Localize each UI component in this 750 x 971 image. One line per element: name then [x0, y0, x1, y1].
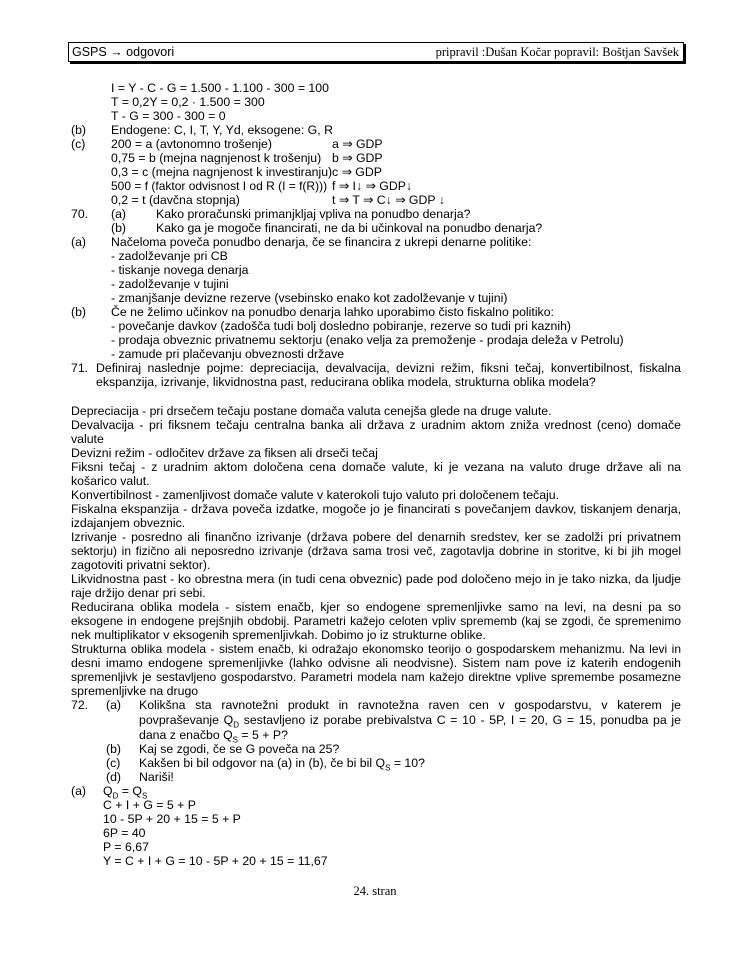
text-line	[0, 742, 750, 757]
text-part: = 10?	[390, 756, 425, 770]
text-line	[0, 319, 750, 334]
item-label: (d)	[106, 770, 122, 784]
text-line	[0, 586, 750, 601]
definition-line: Reducirana oblika modela - sistem enačb, kjer so endogene spremenljivke samo na levi, na desni pa so	[71, 600, 681, 614]
text-line	[0, 530, 750, 545]
text-part: = Q	[118, 784, 142, 798]
param-right: t ⇒ T ⇒ C↓ ⇒ GDP ↓	[332, 193, 445, 207]
text-line	[0, 656, 750, 671]
text-line	[0, 235, 750, 250]
definition-line: Konvertibilnost - zamenljivost domače valute v katerokoli tujo valuto pri določenem tečaju.	[71, 488, 560, 502]
text-line	[0, 333, 750, 348]
text-line	[0, 305, 750, 320]
text-line	[0, 375, 750, 390]
subscript: S	[232, 735, 239, 745]
page-header	[68, 42, 684, 62]
text-line	[0, 502, 750, 517]
text-line	[0, 446, 750, 461]
list-item: - zamude pri plačevanju obveznosti države	[111, 347, 345, 361]
list-item: - povečanje davkov (zadošča tudi bolj dosledno pobiranje, rezerve so tudi pri kaznih)	[111, 319, 572, 333]
equation: 6P = 40	[103, 826, 146, 840]
text-line	[0, 614, 750, 629]
definition-line: desni imamo endogene spremenljivke (lahko odvisne ali neodvisne). Sistem nam pove iz katerih endogenih	[71, 656, 681, 670]
param-left: 500 = f (faktor odvisnost I od R (I = f(R)))	[111, 179, 328, 193]
text-line	[0, 516, 750, 531]
item-label: (b)	[106, 742, 122, 756]
text-line	[0, 784, 750, 799]
definition-line: Likvidnostna past - ko obrestna mera (in tudi cena obveznic) pade pod določeno mejo in je tako nizka, da ljudje	[71, 572, 681, 586]
param-right: a ⇒ GDP	[332, 137, 383, 151]
text-line	[0, 670, 750, 685]
text-line	[0, 728, 750, 743]
text-line	[0, 179, 750, 194]
text-line	[0, 628, 750, 643]
text-line	[0, 207, 750, 222]
param-right: f ⇒ I↓ ⇒ GDP↓	[332, 179, 413, 193]
text-part: povpraševanje Q	[139, 713, 234, 727]
text-line	[0, 193, 750, 208]
definition-line: spremenljivke na drugo	[71, 684, 199, 698]
text-line	[0, 109, 750, 124]
subscript: D	[112, 791, 119, 801]
item-label: (c)	[106, 756, 121, 770]
subscript: S	[385, 763, 391, 773]
definition-line: nek multiplikator v eksogenih spremenljivkah. Dobimo jo iz strukturne oblike.	[71, 628, 486, 642]
param-left: 0,75 = b (mejna nagnjenost k trošenju)	[111, 151, 322, 165]
item-label: (b)	[71, 123, 87, 137]
endogene-line: Endogene: C, I, T, Y, Yd, eksogene: G, R	[111, 123, 333, 137]
equation: 10 - 5P + 20 + 15 = 5 + P	[103, 812, 241, 826]
text-line	[0, 404, 750, 419]
definition-line: spremenljivk je sestavljeno gospodarstvo. Parametri modela nam kažejo direktne vplive spremembe posamezne	[71, 670, 681, 684]
text-line	[0, 361, 750, 376]
definition-line: košarico valut.	[71, 474, 150, 488]
equation: P = 6,67	[103, 840, 149, 854]
question-number: 72.	[71, 698, 89, 712]
item-label: (a)	[71, 235, 87, 249]
item-label: (a)	[71, 784, 87, 798]
definition-line: sektorju) in fizično ali neposredno izrivanje (država sama trosi več, zagotavlja dobrine in storitve, ki bi jih mogel	[71, 544, 681, 558]
definition-line: Strukturna oblika modela - sistem enačb, ki odražajo ekonomsko teorijo o gospodarskem mehanizmu. Na levi in	[71, 642, 681, 656]
answer-text: Če ne želimo učinkov na ponudbo denarja lahko uporabimo čisto fiskalno politiko:	[111, 305, 554, 319]
equation: Y = C + I + G = 10 - 5P + 20 + 15 = 11,67	[103, 854, 328, 868]
subscript: D	[233, 720, 240, 730]
text-line	[0, 713, 750, 728]
param-left: 0,3 = c (mejna nagnjenost k investiranju)	[111, 165, 333, 179]
item-label: (b)	[71, 305, 87, 319]
text-line	[0, 95, 750, 110]
calc-line: T - G = 300 - 300 = 0	[111, 109, 226, 123]
text-line	[0, 123, 750, 138]
param-right: c ⇒ GDP	[332, 165, 382, 179]
text-line	[0, 544, 750, 559]
param-left: 0,2 = t (davčna stopnja)	[111, 193, 240, 207]
definition-line: valute	[71, 432, 104, 446]
list-item: - zadolževanje pri CB	[111, 249, 228, 263]
question-text: ekspanzija, izrivanje, likvidnostna past, reducirana oblika modela, strukturna oblika modela?	[96, 375, 596, 389]
question-text: Kako proračunski primanjkljaj vpliva na ponudbo denarja?	[156, 207, 471, 221]
text-line	[0, 165, 750, 180]
text-line	[0, 826, 750, 841]
item-label: (a)	[111, 207, 127, 221]
text-line	[0, 854, 750, 869]
text-line	[0, 347, 750, 362]
text-line	[0, 698, 750, 713]
text-line	[0, 488, 750, 503]
question-text: Kaj se zgodi, če se G poveča na 25?	[139, 742, 340, 756]
text-line	[0, 558, 750, 573]
text-line	[0, 840, 750, 855]
text-line	[0, 756, 750, 771]
answer-text: Načeloma poveča ponudbo denarja, če se financira z ukrepi denarne politike:	[111, 235, 532, 249]
text-part: Q	[103, 784, 113, 798]
text-line	[0, 600, 750, 615]
text-part: Kakšen bi bil odgovor na (a) in (b), če bi bil Q	[139, 756, 386, 770]
definition-line: izdajanjem obveznic.	[71, 516, 186, 530]
text-part: sestavljeno iz porabe prebivalstva C = 10 - 5P, I = 20, G = 15, ponudba pa je	[239, 713, 681, 727]
text-line	[0, 642, 750, 657]
text-line	[0, 277, 750, 292]
equation: C + I + G = 5 + P	[103, 798, 196, 812]
list-item: - prodaja obveznic privatnemu sektorju (enako velja za premoženje - prodaja deleža v Petrolu)	[111, 333, 624, 347]
text-line	[0, 770, 750, 785]
definition-line: Izrivanje - posredno ali finančno izrivanje (država pobere del denarnih sredstev, ker se zadolži pri privatnem	[71, 530, 681, 544]
text-part: dana z enačbo Q	[139, 728, 233, 742]
question-number: 70.	[71, 207, 89, 221]
text-line	[0, 684, 750, 699]
text-line	[0, 474, 750, 489]
text-line	[0, 249, 750, 264]
text-line	[0, 432, 750, 447]
text-line	[0, 572, 750, 587]
calc-line: I = Y - C - G = 1.500 - 1.100 - 300 = 100	[111, 81, 329, 95]
text-line	[0, 798, 750, 813]
header-authors: pripravil :Dušan Kočar popravil: Boštjan Savšek	[435, 45, 679, 59]
text-line	[0, 291, 750, 306]
param-left: 200 = a (avtonomno trošenje)	[111, 137, 272, 151]
question-text: Kolikšna sta ravnotežni produkt in ravnotežna raven cen v gospodarstvu, v katerem je	[139, 698, 681, 712]
definition-line: raje držijo denar pri sebi.	[71, 586, 206, 600]
definition-line: eksogene in endogene prejšnjih obdobij. Parametri kažejo celoten vpliv sprememb (kaj se zgodi, če spremenimo	[71, 614, 681, 628]
question-text: Kako ga je mogoče financirati, ne da bi učinkoval na ponudbo denarja?	[156, 221, 543, 235]
param-right: b ⇒ GDP	[332, 151, 383, 165]
item-label: (b)	[111, 221, 127, 235]
subscript: S	[141, 791, 148, 801]
question-text: Nariši!	[139, 770, 174, 784]
definition-line: Depreciacija - pri drsečem tečaju postane domača valuta cenejša glede na druge valute.	[71, 404, 552, 418]
page-number: 24. stran	[353, 884, 397, 898]
question-text: Definiraj naslednje pojme: depreciacija, devalvacija, devizni režim, fiksni tečaj, konvertibilnost, fiskalna	[96, 361, 681, 375]
list-item: - tiskanje novega denarja	[111, 263, 249, 277]
header-title: GSPS → odgovori	[72, 45, 175, 59]
item-label: (c)	[71, 137, 86, 151]
text-line	[0, 263, 750, 278]
text-line	[0, 221, 750, 236]
question-number: 71.	[71, 361, 89, 375]
calc-line: T = 0,2Y = 0,2 · 1.500 = 300	[111, 95, 265, 109]
text-line	[0, 137, 750, 152]
definition-line: Fiksni tečaj - z uradnim aktom določena cena domače valute, ki je vezana na valuto druge države ali na	[71, 460, 681, 474]
text-line	[0, 812, 750, 827]
list-item: - zmanjšanje devizne rezerve (vsebinsko enako kot zadolževanje v tujini)	[111, 291, 508, 305]
item-label: (a)	[106, 698, 122, 712]
list-item: - zadolževanje v tujini	[111, 277, 229, 291]
text-line	[0, 418, 750, 433]
definition-line: Devalvacija - pri fiksnem tečaju centralna banka ali država z uradnim aktom zniža vrednost (ceno) domače	[71, 418, 681, 432]
definition-line: zagotoviti privatni sektor).	[71, 558, 211, 572]
text-line	[0, 151, 750, 166]
text-line	[0, 81, 750, 96]
text-part: = 5 + P?	[238, 728, 288, 742]
definition-line: Devizni režim - odločitev države za fiksen ali drseči tečaj	[71, 446, 378, 460]
definition-line: Fiskalna ekspanzija - država poveča izdatke, mogoče jo je financirati s povečanjem davkov, tiskanjem denarja,	[71, 502, 681, 516]
text-line	[0, 460, 750, 475]
